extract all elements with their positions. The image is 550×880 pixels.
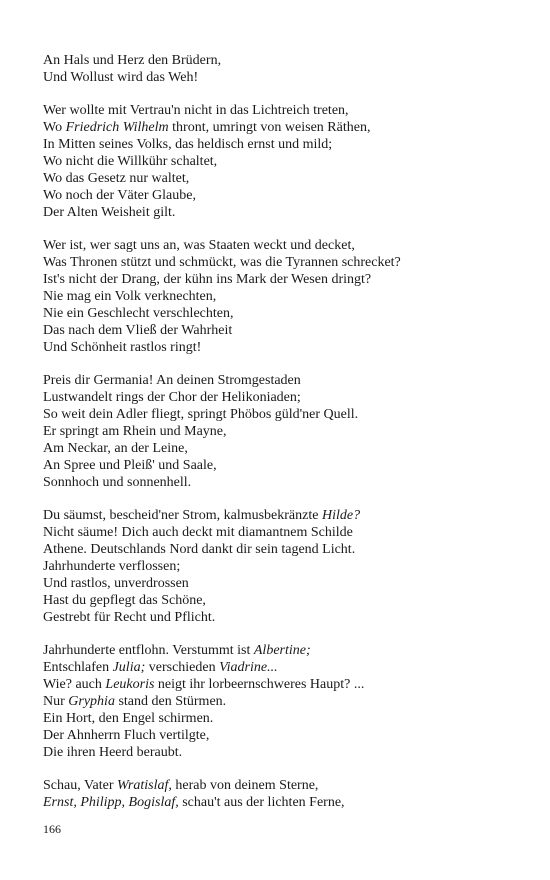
stanza [43, 372, 523, 491]
line-segment: Hast du gepflegt das Schöne, [43, 593, 206, 608]
italic-name: Albertine; [253, 643, 311, 658]
poem-line [43, 271, 523, 288]
line-segment: Am Neckar, an der Leine, [43, 441, 188, 456]
poem-line [43, 642, 523, 659]
line-segment: Preis dir Germania! An deinen Stromgestaden [43, 373, 301, 388]
line-segment: verschieden [145, 660, 220, 675]
poem-line [43, 136, 523, 153]
line-segment: Er springt am Rhein und Mayne, [43, 424, 227, 439]
poem-line [43, 507, 523, 524]
italic-name: Gryphia [68, 694, 115, 709]
line-segment: Wo noch der Väter Glaube, [43, 188, 196, 203]
poem-line [43, 423, 523, 440]
line-segment: Wie? auch [43, 677, 106, 692]
poem-text [43, 52, 523, 827]
italic-name: Friedrich Wilhelm [65, 120, 169, 135]
poem-line [43, 372, 523, 389]
line-segment: Wer ist, wer sagt uns an, was Staaten weckt und decket, [43, 238, 355, 253]
stanza [43, 102, 523, 221]
poem-line [43, 52, 523, 69]
poem-line [43, 254, 523, 271]
stanza [43, 507, 523, 626]
poem-line [43, 102, 523, 119]
poem-line [43, 727, 523, 744]
poem-line [43, 153, 523, 170]
poem-line [43, 575, 523, 592]
line-segment: Und Schönheit rastlos ringt! [43, 340, 202, 355]
poem-line [43, 794, 523, 811]
poem-line [43, 119, 523, 136]
poem-line [43, 406, 523, 423]
line-segment: An Hals und Herz den Brüdern, [43, 53, 222, 68]
line-segment: Und rastlos, unverdrossen [43, 576, 189, 591]
line-segment: neigt ihr lorbeernschweres Haupt? ... [154, 677, 365, 692]
poem-line [43, 389, 523, 406]
line-segment: So weit dein Adler fliegt, springt Phöbos güld'ner Quell. [43, 407, 359, 422]
poem-line [43, 558, 523, 575]
italic-name: Julia; [112, 660, 146, 675]
line-segment: Sonnhoch und sonnenhell. [43, 475, 192, 490]
page-number: 166 [43, 822, 61, 836]
poem-line [43, 592, 523, 609]
line-segment: Das nach dem Vließ der Wahrheit [43, 323, 233, 338]
poem-line [43, 676, 523, 693]
line-segment: Du säumst, bescheid'ner Strom, kalmusbekränzte [43, 508, 322, 523]
poem-line [43, 541, 523, 558]
line-segment: Gestrebt für Recht und Pflicht. [43, 610, 216, 625]
line-segment: thront, umringt von weisen Räthen, [168, 120, 371, 135]
poem-line [43, 609, 523, 626]
poem-line [43, 204, 523, 221]
stanza [43, 642, 523, 761]
italic-name: Leukoris [105, 677, 155, 692]
italic-name: Hilde? [321, 508, 361, 523]
line-segment: Nie mag ein Volk verknechten, [43, 289, 217, 304]
poem-line [43, 524, 523, 541]
poem-line [43, 339, 523, 356]
poem-line [43, 710, 523, 727]
line-segment: An Spree und Pleiß' und Saale, [43, 458, 217, 473]
poem-line [43, 693, 523, 710]
line-segment: Schau, Vater [43, 778, 117, 793]
poem-line [43, 777, 523, 794]
line-segment: Wer wollte mit Vertrau'n nicht in das Lichtreich treten, [43, 103, 349, 118]
stanza [43, 52, 523, 86]
poem-line [43, 237, 523, 254]
line-segment: stand den Stürmen. [114, 694, 227, 709]
line-segment: Die ihren Heerd beraubt. [43, 745, 183, 760]
poem-line [43, 187, 523, 204]
line-segment: Entschlafen [43, 660, 113, 675]
poem-line [43, 440, 523, 457]
line-segment: Jahrhunderte entflohn. Verstummt ist [43, 643, 254, 658]
line-segment: Was Thronen stützt und schmückt, was die Tyrannen schrecket? [43, 255, 401, 270]
line-segment: Lustwandelt rings der Chor der Helikoniaden; [43, 390, 301, 405]
italic-name: Wratislaf, [117, 778, 172, 793]
line-segment: Ein Hort, den Engel schirmen. [43, 711, 214, 726]
line-segment: Und Wollust wird das Weh! [43, 70, 199, 85]
poem-line [43, 659, 523, 676]
line-segment: Wo nicht die Willkühr schaltet, [43, 154, 218, 169]
poem-line [43, 457, 523, 474]
line-segment: Nicht säume! Dich auch deckt mit diamantnem Schilde [43, 525, 353, 540]
line-segment: Der Alten Weisheit gilt. [43, 205, 176, 220]
stanza [43, 777, 523, 811]
line-segment: herab von deinem Sterne, [171, 778, 319, 793]
poem-line [43, 170, 523, 187]
stanza [43, 237, 523, 356]
line-segment: schau't aus der lichten Ferne, [178, 795, 345, 810]
line-segment: Wo [43, 120, 66, 135]
line-segment: In Mitten seines Volks, das heldisch ernst und mild; [43, 137, 333, 152]
italic-name: Viadrine... [219, 660, 278, 675]
line-segment: Nie ein Geschlecht verschlechten, [43, 306, 234, 321]
poem-line [43, 288, 523, 305]
line-segment: Wo das Gesetz nur waltet, [43, 171, 190, 186]
line-segment: Der Ahnherrn Fluch vertilgte, [43, 728, 210, 743]
line-segment: Athene. Deutschlands Nord dankt dir sein tagend Licht. [43, 542, 356, 557]
line-segment: Ist's nicht der Drang, der kühn ins Mark der Wesen dringt? [43, 272, 372, 287]
line-segment: Nur [43, 694, 69, 709]
poem-line [43, 744, 523, 761]
poem-line [43, 305, 523, 322]
poem-line [43, 69, 523, 86]
poem-line [43, 474, 523, 491]
line-segment: Jahrhunderte verflossen; [43, 559, 181, 574]
poem-line [43, 322, 523, 339]
italic-name: Ernst, Philipp, Bogislaf, [43, 795, 179, 810]
